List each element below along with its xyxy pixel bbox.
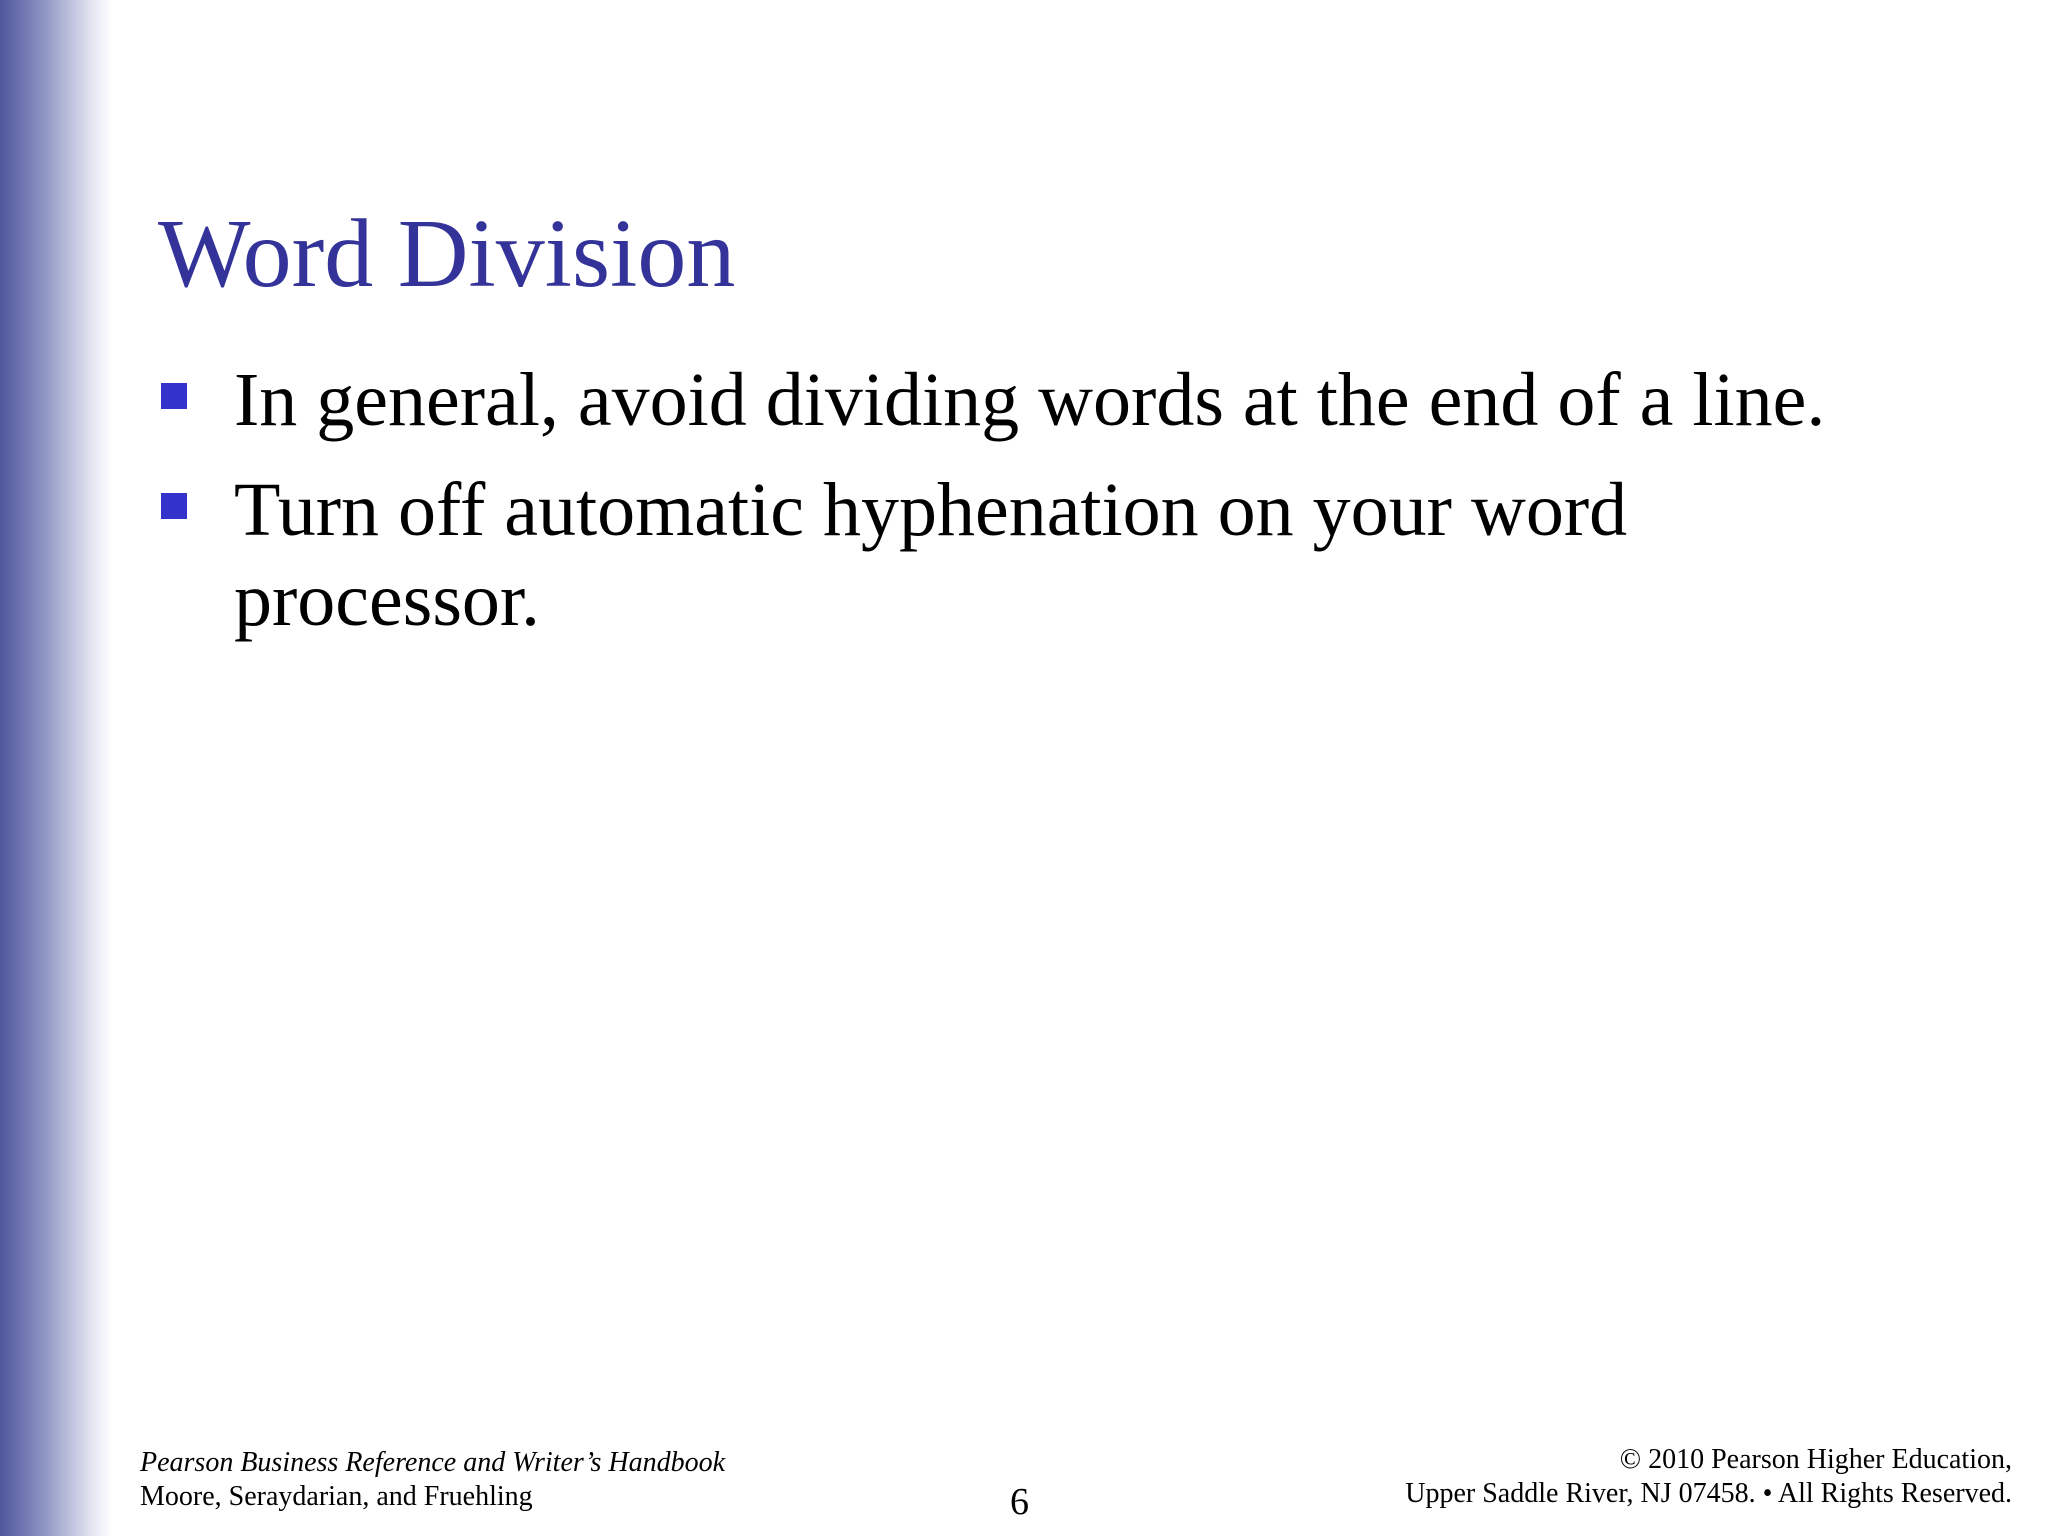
bullet-text: Turn off automatic hyphenation on your word processor. — [234, 468, 1628, 642]
left-gradient-band — [0, 0, 112, 1536]
square-bullet-icon — [161, 383, 187, 409]
bullet-item — [158, 465, 1884, 645]
book-title: Pearson Business Reference and Writer’s Handbook — [140, 1447, 726, 1478]
slide-title: Word Division — [158, 200, 736, 308]
footer-left — [140, 1446, 725, 1514]
authors: Moore, Seraydarian, and Fruehling — [140, 1481, 533, 1512]
copyright-line-2: Upper Saddle River, NJ 07458. • All Rights Reserved. — [1405, 1478, 2012, 1509]
footer-right — [1405, 1443, 2012, 1511]
bullet-text: In general, avoid dividing words at the end of a line. — [234, 358, 1826, 442]
copyright-line-1: © 2010 Pearson Higher Education, — [1619, 1444, 2012, 1475]
bullet-list — [158, 355, 2018, 665]
bullet-item — [158, 355, 2018, 445]
page-number: 6 — [1010, 1481, 1029, 1523]
square-bullet-icon — [161, 493, 187, 519]
